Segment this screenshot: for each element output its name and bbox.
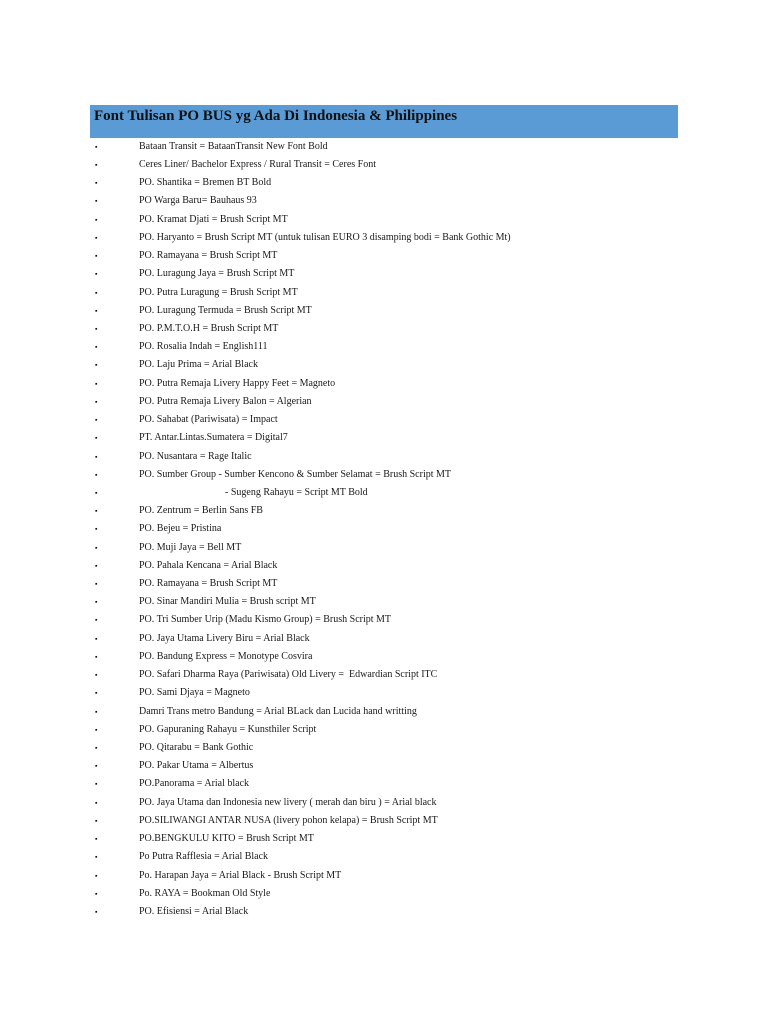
list-item xyxy=(0,320,768,338)
list-item-text: Damri Trans metro Bandung = Arial BLack dan Lucida hand writting xyxy=(139,705,417,717)
list-item xyxy=(0,356,768,374)
bullet-icon: ▪ xyxy=(95,270,98,279)
bullet-icon: ▪ xyxy=(95,252,98,261)
bullet-icon: ▪ xyxy=(95,652,98,661)
list-item xyxy=(0,830,768,848)
bullet-icon: ▪ xyxy=(95,197,98,206)
bullet-icon: ▪ xyxy=(95,525,98,534)
bullet-icon: ▪ xyxy=(95,233,98,242)
bullet-icon: ▪ xyxy=(95,598,98,607)
list-item-text: PO. Ramayana = Brush Script MT xyxy=(139,578,278,590)
bullet-icon: ▪ xyxy=(95,744,98,753)
list-item-text: PO. Luragung Jaya = Brush Script MT xyxy=(139,268,295,280)
list-item-text: PO. Bandung Express = Monotype Cosvira xyxy=(139,650,313,662)
list-item xyxy=(0,229,768,247)
list-item-text: PO. Tri Sumber Urip (Madu Kismo Group) = Brush Script MT xyxy=(139,614,392,626)
list-item xyxy=(0,302,768,320)
list-item-text: PO. Jaya Utama Livery Biru = Arial Black xyxy=(139,632,310,644)
list-item xyxy=(0,885,768,903)
bullet-icon: ▪ xyxy=(95,142,98,151)
bullet-icon: ▪ xyxy=(95,507,98,516)
bullet-icon: ▪ xyxy=(95,707,98,716)
list-item xyxy=(0,393,768,411)
list-item-text: PO. Zentrum = Berlin Sans FB xyxy=(139,505,263,517)
list-item-text: Ceres Liner/ Bachelor Express / Rural Transit = Ceres Font xyxy=(139,159,376,171)
bullet-icon: ▪ xyxy=(95,762,98,771)
list-item xyxy=(0,593,768,611)
list-item xyxy=(0,848,768,866)
list-item-text: - Sugeng Rahayu = Script MT Bold xyxy=(225,486,368,498)
list-item xyxy=(0,375,768,393)
list-item-text: PO. Bejeu = Pristina xyxy=(139,523,222,535)
list-item-text: Po. RAYA = Bookman Old Style xyxy=(139,887,271,899)
list-item-text: PO. Putra Remaja Livery Balon = Algerian xyxy=(139,395,312,407)
list-item-text: Po. Harapan Jaya = Arial Black - Brush Script MT xyxy=(139,869,342,881)
bullet-icon: ▪ xyxy=(95,288,98,297)
list-item-text: PO. P.M.T.O.H = Brush Script MT xyxy=(139,322,279,334)
bullet-icon: ▪ xyxy=(95,634,98,643)
list-item xyxy=(0,174,768,192)
list-item xyxy=(0,557,768,575)
bullet-icon: ▪ xyxy=(95,161,98,170)
list-item-text: PO. Safari Dharma Raya (Pariwisata) Old Livery = Edwardian Script ITC xyxy=(139,669,438,681)
list-item xyxy=(0,648,768,666)
list-item xyxy=(0,211,768,229)
bullet-icon: ▪ xyxy=(95,689,98,698)
bullet-icon: ▪ xyxy=(95,835,98,844)
list-item xyxy=(0,192,768,210)
bullet-icon: ▪ xyxy=(95,397,98,406)
list-item-text: PO.SILIWANGI ANTAR NUSA (livery pohon kelapa) = Brush Script MT xyxy=(139,814,438,826)
list-item-text: PO. Putra Remaja Livery Happy Feet = Magneto xyxy=(139,377,336,389)
bullet-icon: ▪ xyxy=(95,616,98,625)
list-item xyxy=(0,666,768,684)
list-item xyxy=(0,138,768,156)
list-item-text: PO. Nusantara = Rage Italic xyxy=(139,450,252,462)
list-item-text: PO. Putra Luragung = Brush Script MT xyxy=(139,286,298,298)
bullet-icon: ▪ xyxy=(95,215,98,224)
bullet-icon: ▪ xyxy=(95,798,98,807)
bullet-icon: ▪ xyxy=(95,379,98,388)
list-item-text: Po Putra Rafflesia = Arial Black xyxy=(139,851,269,863)
list-item-text: PT. Antar.Lintas.Sumatera = Digital7 xyxy=(139,432,288,444)
list-item xyxy=(0,520,768,538)
list-item-text: PO. Efisiensi = Arial Black xyxy=(139,905,249,917)
list-item-text: PO. Sami Djaya = Magneto xyxy=(139,687,250,699)
bullet-icon: ▪ xyxy=(95,343,98,352)
list-item xyxy=(0,429,768,447)
list-item-text: PO.Panorama = Arial black xyxy=(139,778,250,790)
title-bar xyxy=(90,105,678,138)
bullet-icon: ▪ xyxy=(95,780,98,789)
list-item xyxy=(0,812,768,830)
list-item xyxy=(0,411,768,429)
list-item xyxy=(0,867,768,885)
list-item xyxy=(0,466,768,484)
list-item-text: PO. Haryanto = Brush Script MT (untuk tulisan EURO 3 disamping bodi = Bank Gothic Mt) xyxy=(139,231,511,243)
list-item xyxy=(0,484,768,502)
list-item-text: PO. Sumber Group - Sumber Kencono & Sumber Selamat = Brush Script MT xyxy=(139,468,451,480)
list-item-text: PO. Ramayana = Brush Script MT xyxy=(139,250,278,262)
list-item xyxy=(0,721,768,739)
bullet-icon: ▪ xyxy=(95,907,98,916)
bullet-icon: ▪ xyxy=(95,871,98,880)
list-item xyxy=(0,739,768,757)
list-item xyxy=(0,684,768,702)
list-item xyxy=(0,539,768,557)
list-item xyxy=(0,775,768,793)
list-item-text: PO. Shantika = Bremen BT Bold xyxy=(139,177,272,189)
bullet-icon: ▪ xyxy=(95,816,98,825)
bullet-icon: ▪ xyxy=(95,853,98,862)
list-item-text: PO. Sahabat (Pariwisata) = Impact xyxy=(139,414,278,426)
bullet-icon: ▪ xyxy=(95,580,98,589)
list-item-text: PO. Luragung Termuda = Brush Script MT xyxy=(139,304,312,316)
list-item xyxy=(0,247,768,265)
list-item xyxy=(0,338,768,356)
list-item-text: PO. Pakar Utama = Albertus xyxy=(139,760,254,772)
list-item xyxy=(0,630,768,648)
bullet-icon: ▪ xyxy=(95,416,98,425)
list-item xyxy=(0,703,768,721)
bullet-icon: ▪ xyxy=(95,488,98,497)
list-item xyxy=(0,794,768,812)
list-item-text: Bataan Transit = BataanTransit New Font Bold xyxy=(139,140,328,152)
bullet-icon: ▪ xyxy=(95,361,98,370)
bullet-icon: ▪ xyxy=(95,452,98,461)
list-item-text: PO. Qitarabu = Bank Gothic xyxy=(139,742,254,754)
list-item-text: PO. Jaya Utama dan Indonesia new livery ( merah dan biru ) = Arial black xyxy=(139,796,437,808)
bullet-icon: ▪ xyxy=(95,671,98,680)
list-item xyxy=(0,502,768,520)
list-item-text: PO Warga Baru= Bauhaus 93 xyxy=(139,195,257,207)
list-item-text: PO. Sinar Mandiri Mulia = Brush script MT xyxy=(139,596,316,608)
list-item-text: PO. Laju Prima = Arial Black xyxy=(139,359,258,371)
bullet-icon: ▪ xyxy=(95,543,98,552)
list-item xyxy=(0,265,768,283)
bullet-icon: ▪ xyxy=(95,306,98,315)
list-item xyxy=(0,757,768,775)
list-item xyxy=(0,156,768,174)
bullet-icon: ▪ xyxy=(95,561,98,570)
list-item-text: PO.BENGKULU KITO = Brush Script MT xyxy=(139,833,314,845)
list-item-text: PO. Muji Jaya = Bell MT xyxy=(139,541,242,553)
list-item xyxy=(0,903,768,921)
list-item xyxy=(0,284,768,302)
page-title: Font Tulisan PO BUS yg Ada Di Indonesia & Philippines xyxy=(94,108,458,124)
font-list xyxy=(0,138,768,921)
bullet-icon: ▪ xyxy=(95,725,98,734)
bullet-icon: ▪ xyxy=(95,470,98,479)
list-item-text: PO. Pahala Kencana = Arial Black xyxy=(139,559,278,571)
bullet-icon: ▪ xyxy=(95,889,98,898)
bullet-icon: ▪ xyxy=(95,434,98,443)
list-item xyxy=(0,611,768,629)
list-item-text: PO. Gapuraning Rahayu = Kunsthiler Script xyxy=(139,723,317,735)
list-item-text: PO. Rosalia Indah = English111 xyxy=(139,341,268,353)
list-item xyxy=(0,448,768,466)
list-item xyxy=(0,575,768,593)
bullet-icon: ▪ xyxy=(95,179,98,188)
list-item-text: PO. Kramat Djati = Brush Script MT xyxy=(139,213,288,225)
bullet-icon: ▪ xyxy=(95,324,98,333)
